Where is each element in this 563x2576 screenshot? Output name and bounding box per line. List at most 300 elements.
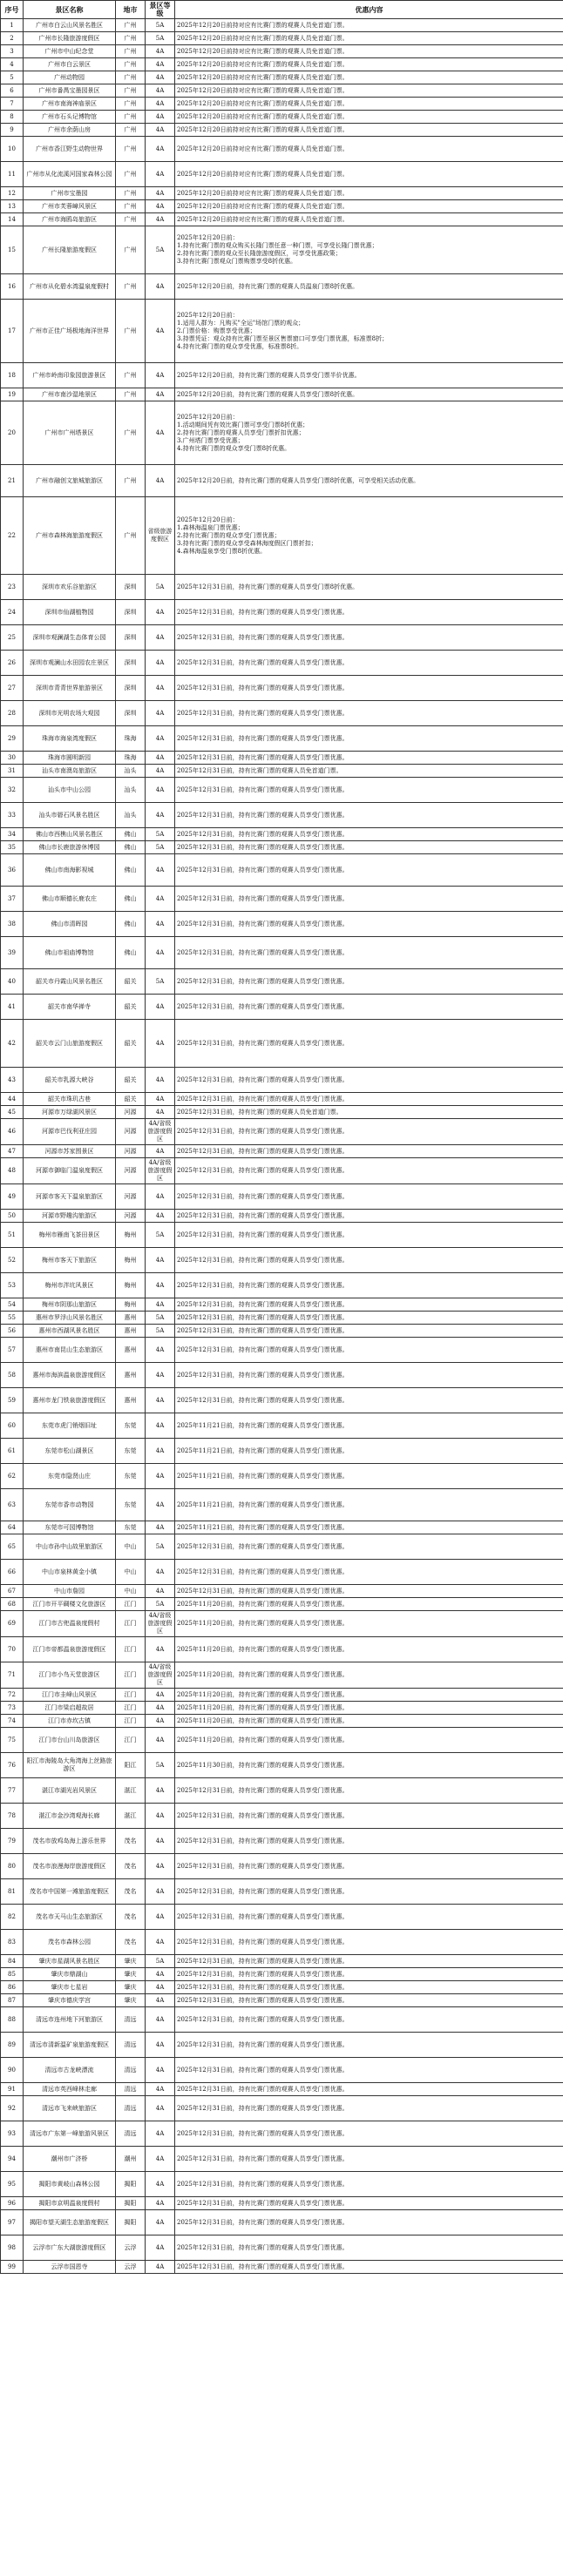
row-scenic-name: 肇庆市星湖风景名胜区 (24, 1955, 116, 1968)
row-index: 81 (1, 1879, 24, 1905)
row-level: 4A (146, 2083, 175, 2096)
row-scenic-name: 佛山市顺德长鹿农庄 (24, 887, 116, 912)
row-level: 4A (146, 1854, 175, 1879)
row-scenic-name: 东莞市隐贤山庄 (24, 1464, 116, 1489)
row-level: 4A (146, 676, 175, 701)
row-level: 4A (146, 2261, 175, 2274)
row-scenic-name: 佛山市南海影视城 (24, 854, 116, 887)
table-row (1, 1521, 563, 1534)
row-offer: 2025年12月20日前持对应有比赛门票的观赛人员免首道门票。 (175, 98, 563, 111)
row-scenic-name: 珠海市海泉湾度假区 (24, 726, 116, 752)
row-offer: 2025年12月20日前持对应有比赛门票的观赛人员免首道门票。 (175, 187, 563, 200)
row-city: 广州 (116, 84, 146, 98)
row-city: 广州 (116, 213, 146, 226)
row-city: 清远 (116, 2033, 146, 2058)
row-city: 湛江 (116, 1778, 146, 1804)
row-level: 5A (146, 32, 175, 45)
row-offer: 2025年12月20日前持对应有比赛门票的观赛人员免首道门票。 (175, 124, 563, 137)
table-row (1, 465, 563, 497)
row-city: 江门 (116, 1728, 146, 1753)
row-scenic-name: 广州市宝墨园 (24, 187, 116, 200)
row-level: 4A (146, 651, 175, 676)
row-index: 10 (1, 137, 24, 162)
table-row (1, 937, 563, 969)
row-offer: 2025年12月31日前，持有比赛门票的观赛人员享受门票优惠。 (175, 726, 563, 752)
table-row (1, 388, 563, 401)
row-offer: 2025年12月31日前，持有比赛门票的观赛人员享受门票优惠。 (175, 969, 563, 995)
row-level: 4A (146, 111, 175, 124)
row-scenic-name: 广州市正佳广场极地海洋世界 (24, 300, 116, 363)
row-scenic-name: 广州市广州塔景区 (24, 401, 116, 465)
row-offer: 2025年12月20日前持对应有比赛门票的观赛人员免首道门票。 (175, 71, 563, 84)
table-row (1, 854, 563, 887)
row-scenic-name: 江门市古兜温泉度假村 (24, 1611, 116, 1637)
table-row (1, 1689, 563, 1702)
row-level: 4A (146, 1210, 175, 1223)
row-index: 72 (1, 1689, 24, 1702)
row-index: 14 (1, 213, 24, 226)
row-offer: 2025年12月31日前，持有比赛门票的观赛人员享受门票优惠。 (175, 1020, 563, 1068)
table-row (1, 1158, 563, 1184)
row-level: 4A (146, 2096, 175, 2121)
row-offer: 2025年12月20日前，持有比赛门票的观赛人员享受门票8折优惠。 (175, 388, 563, 401)
row-scenic-name: 河源市万绿湖风景区 (24, 1106, 116, 1119)
row-index: 80 (1, 1854, 24, 1879)
header-name: 景区名称 (24, 1, 116, 19)
row-offer: 2025年12月31日前，持有比赛门票的观赛人员享受门票优惠。 (175, 1804, 563, 1829)
row-city: 河源 (116, 1210, 146, 1223)
row-index: 82 (1, 1905, 24, 1930)
row-index: 87 (1, 1994, 24, 2007)
row-level: 4A (146, 274, 175, 300)
row-index: 92 (1, 2096, 24, 2121)
row-scenic-name: 佛山市清晖园 (24, 912, 116, 937)
row-scenic-name: 中山市泉林黄金小镇 (24, 1560, 116, 1585)
table-header-row (1, 1, 563, 19)
row-scenic-name: 广州市融创文旅城旅游区 (24, 465, 116, 497)
row-level: 4A (146, 778, 175, 803)
row-level: 4A (146, 58, 175, 71)
row-scenic-name: 清远市清新温矿泉旅游度假区 (24, 2033, 116, 2058)
table-row (1, 1273, 563, 1298)
row-level: 4A (146, 1702, 175, 1715)
row-city: 江门 (116, 1637, 146, 1662)
row-offer: 2025年12月20日前持对应有比赛门票的观赛人员免首道门票。 (175, 58, 563, 71)
row-city: 肇庆 (116, 1955, 146, 1968)
row-offer: 2025年12月20日前，持有比赛门票的观赛人员享受门票8折优惠，可享受相关活动优惠。 (175, 465, 563, 497)
row-index: 96 (1, 2197, 24, 2210)
row-index: 39 (1, 937, 24, 969)
row-level: 4A (146, 2210, 175, 2235)
row-offer: 2025年12月31日前，持有比赛门票的观赛人员享受门票优惠。 (175, 752, 563, 765)
row-index: 16 (1, 274, 24, 300)
row-offer: 2025年12月31日前，持有比赛门票的观赛人员享受门票优惠。 (175, 2121, 563, 2147)
table-row (1, 19, 563, 32)
row-index: 34 (1, 828, 24, 841)
row-scenic-name: 佛山市长鹿旅游休博园 (24, 841, 116, 854)
header-city: 地市 (116, 1, 146, 19)
table-row (1, 124, 563, 137)
row-scenic-name: 茂名市中国第一滩旅游度假区 (24, 1879, 116, 1905)
row-city: 肇庆 (116, 1981, 146, 1994)
row-offer: 2025年12月31日前，持有比赛门票的观赛人员享受门票优惠。 (175, 676, 563, 701)
row-scenic-name: 江门市梁启超故居 (24, 1702, 116, 1715)
row-index: 74 (1, 1715, 24, 1728)
row-city: 河源 (116, 1145, 146, 1158)
row-city: 深圳 (116, 600, 146, 625)
row-index: 4 (1, 58, 24, 71)
row-offer: 2025年11月30日前，持有比赛门票的观赛人员享受门票优惠。 (175, 1753, 563, 1778)
row-city: 梅州 (116, 1248, 146, 1273)
row-level: 4A (146, 1968, 175, 1981)
row-offer: 2025年12月31日前，持有比赛门票的观赛人员享受门票优惠。 (175, 1363, 563, 1388)
row-city: 珠海 (116, 752, 146, 765)
row-offer: 2025年12月31日前，持有比赛门票的观赛人员享受门票优惠。 (175, 1093, 563, 1106)
row-level: 5A (146, 575, 175, 600)
table-row (1, 1093, 563, 1106)
row-offer: 2025年11月20日前，持有比赛门票的观赛人员享受门票优惠。 (175, 1637, 563, 1662)
table-row (1, 363, 563, 388)
row-city: 东莞 (116, 1464, 146, 1489)
row-level: 4A (146, 200, 175, 213)
row-offer: 2025年12月31日前，持有比赛门票的观赛人员享受门票优惠。 (175, 2147, 563, 2172)
row-index: 98 (1, 2235, 24, 2261)
row-index: 61 (1, 1439, 24, 1464)
row-level: 5A (146, 1955, 175, 1968)
row-level: 4A (146, 1804, 175, 1829)
table-row (1, 2210, 563, 2235)
table-row (1, 803, 563, 828)
row-offer: 2025年12月31日前，持有比赛门票的观赛人员享受门票优惠。 (175, 2033, 563, 2058)
row-city: 肇庆 (116, 1994, 146, 2007)
table-row (1, 2261, 563, 2274)
row-city: 揭阳 (116, 2210, 146, 2235)
row-offer: 2025年12月31日前，持有比赛门票的观赛人员享受门票优惠。 (175, 1273, 563, 1298)
row-scenic-name: 深圳市光明农场大观园 (24, 701, 116, 726)
row-index: 84 (1, 1955, 24, 1968)
row-level: 4A (146, 1930, 175, 1955)
row-index: 25 (1, 625, 24, 651)
table-row (1, 1662, 563, 1689)
row-city: 东莞 (116, 1489, 146, 1521)
row-index: 6 (1, 84, 24, 98)
row-city: 佛山 (116, 887, 146, 912)
table-row (1, 1145, 563, 1158)
row-level: 4A (146, 1879, 175, 1905)
row-city: 云浮 (116, 2235, 146, 2261)
row-index: 27 (1, 676, 24, 701)
row-scenic-name: 广州市海鸥岛旅游区 (24, 213, 116, 226)
row-level: 4A (146, 363, 175, 388)
row-city: 河源 (116, 1119, 146, 1145)
row-scenic-name: 广州市长隆旅游度假区 (24, 32, 116, 45)
row-level: 4A (146, 2007, 175, 2033)
row-offer: 2025年12月31日前，持有比赛门票的观赛人员享受门票8折优惠。 (175, 575, 563, 600)
row-index: 47 (1, 1145, 24, 1158)
row-offer: 2025年12月31日前，持有比赛门票的观赛人员享受门票优惠。 (175, 995, 563, 1020)
table-row (1, 1439, 563, 1464)
table-row (1, 1981, 563, 1994)
row-offer: 2025年12月31日前，持有比赛门票的观赛人员享受门票优惠。 (175, 854, 563, 887)
row-scenic-name: 韶关市珠玑古巷 (24, 1093, 116, 1106)
row-city: 茂名 (116, 1930, 146, 1955)
row-index: 53 (1, 1273, 24, 1298)
row-city: 云浮 (116, 2261, 146, 2274)
row-level: 4A/省级旅游度假区 (146, 1158, 175, 1184)
row-level: 4A (146, 937, 175, 969)
row-level: 5A (146, 1598, 175, 1611)
table-row (1, 1223, 563, 1248)
table-row (1, 84, 563, 98)
row-level: 4A (146, 1464, 175, 1489)
row-offer: 2025年12月31日前，持有比赛门票的观赛人员享受门票优惠。 (175, 2235, 563, 2261)
row-scenic-name: 茂名市浪漫海岸旅游度假区 (24, 1854, 116, 1879)
row-offer: 2025年12月31日前，持有比赛门票的观赛人员享受门票优惠。 (175, 841, 563, 854)
table-row (1, 2058, 563, 2083)
row-level: 4A (146, 600, 175, 625)
row-scenic-name: 广州市森林海旅游度假区 (24, 497, 116, 575)
row-city: 江门 (116, 1715, 146, 1728)
row-offer: 2025年12月31日前，持有比赛门票的观赛人员享受门票优惠。 (175, 1905, 563, 1930)
row-offer: 2025年12月31日前，持有比赛门票的观赛人员享受门票优惠。 (175, 1879, 563, 1905)
row-offer: 2025年12月20日前持对应有比赛门票的观赛人员免首道门票。 (175, 19, 563, 32)
row-scenic-name: 中山市孙中山故里旅游区 (24, 1534, 116, 1560)
row-index: 64 (1, 1521, 24, 1534)
row-offer: 2025年11月20日前，持有比赛门票的观赛人员享受门票优惠。 (175, 1715, 563, 1728)
row-index: 44 (1, 1093, 24, 1106)
row-city: 汕头 (116, 765, 146, 778)
row-index: 79 (1, 1829, 24, 1854)
row-level: 4A (146, 854, 175, 887)
row-city: 东莞 (116, 1521, 146, 1534)
table-row (1, 1560, 563, 1585)
row-scenic-name: 惠州市西湖风景名胜区 (24, 1325, 116, 1338)
row-index: 17 (1, 300, 24, 363)
row-offer: 2025年11月20日前，持有比赛门票的观赛人员享受门票优惠。 (175, 1689, 563, 1702)
row-index: 30 (1, 752, 24, 765)
row-index: 38 (1, 912, 24, 937)
table-row (1, 137, 563, 162)
row-index: 97 (1, 2210, 24, 2235)
row-offer: 2025年12月20日前持对应有比赛门票的观赛人员免首道门票。 (175, 200, 563, 213)
row-city: 汕头 (116, 778, 146, 803)
row-city: 佛山 (116, 937, 146, 969)
row-offer: 2025年12月31日前，持有比赛门票的观赛人员享受门票优惠。 (175, 912, 563, 937)
row-city: 广州 (116, 274, 146, 300)
table-row (1, 1715, 563, 1728)
row-city: 深圳 (116, 676, 146, 701)
row-index: 12 (1, 187, 24, 200)
row-city: 广州 (116, 388, 146, 401)
row-offer: 2025年12月31日前，持有比赛门票的观赛人员享受门票优惠。 (175, 1930, 563, 1955)
row-city: 广州 (116, 32, 146, 45)
table-row (1, 600, 563, 625)
row-index: 15 (1, 226, 24, 274)
row-index: 45 (1, 1106, 24, 1119)
row-index: 70 (1, 1637, 24, 1662)
table-row (1, 1184, 563, 1210)
row-index: 13 (1, 200, 24, 213)
row-level: 4A (146, 1093, 175, 1106)
row-level: 4A (146, 1689, 175, 1702)
row-scenic-name: 湛江市湖光岩风景区 (24, 1778, 116, 1804)
row-index: 99 (1, 2261, 24, 2274)
row-level: 4A/省级旅游度假区 (146, 1662, 175, 1689)
row-scenic-name: 梅州市雁南飞茶田景区 (24, 1223, 116, 1248)
table-row (1, 1778, 563, 1804)
row-offer: 2025年12月20日前持对应有比赛门票的观赛人员免首道门票。 (175, 162, 563, 187)
row-scenic-name: 肇庆市德庆学宫 (24, 1994, 116, 2007)
row-offer: 2025年12月20日前持对应有比赛门票的观赛人员免首道门票。 (175, 213, 563, 226)
row-offer: 2025年12月31日前，持有比赛门票的观赛人员享受门票优惠。 (175, 625, 563, 651)
row-offer: 2025年12月31日前，持有比赛门票的观赛人员享受门票优惠。 (175, 2096, 563, 2121)
row-scenic-name: 广州市余荫山房 (24, 124, 116, 137)
row-city: 清远 (116, 2083, 146, 2096)
row-index: 63 (1, 1489, 24, 1521)
row-level: 5A (146, 969, 175, 995)
row-offer: 2025年12月31日前，持有比赛门票的观赛人员享受门票优惠。 (175, 1298, 563, 1312)
table-row (1, 1388, 563, 1413)
row-scenic-name: 云浮市国恩寺 (24, 2261, 116, 2274)
row-index: 69 (1, 1611, 24, 1637)
row-level: 4A (146, 1715, 175, 1728)
row-offer: 2025年11月20日前，持有比赛门票的观赛人员享受门票优惠。 (175, 1598, 563, 1611)
row-level: 4A (146, 1020, 175, 1068)
row-scenic-name: 汕头市中山公园 (24, 778, 116, 803)
row-level: 5A (146, 841, 175, 854)
row-offer: 2025年12月31日前，持有比赛门票的观赛人员享受门票优惠。 (175, 1223, 563, 1248)
row-offer: 2025年12月20日前，持有比赛门票的观赛人员温泉门票8折优惠。 (175, 274, 563, 300)
row-index: 51 (1, 1223, 24, 1248)
row-city: 广州 (116, 98, 146, 111)
row-level: 4A (146, 803, 175, 828)
table-row (1, 32, 563, 45)
row-index: 58 (1, 1363, 24, 1388)
row-index: 26 (1, 651, 24, 676)
row-offer: 2025年11月20日前，持有比赛门票的观赛人员享受门票优惠。 (175, 1611, 563, 1637)
row-offer: 2025年12月31日前，持有比赛门票的观赛人员享受门票优惠。 (175, 937, 563, 969)
row-city: 惠州 (116, 1363, 146, 1388)
row-scenic-name: 梅州市泮坑风景区 (24, 1273, 116, 1298)
row-offer: 2025年12月31日前，持有比赛门票的观赛人员享受门票优惠。 (175, 2007, 563, 2033)
table-row (1, 1879, 563, 1905)
row-offer: 2025年12月20日前： 1.持有比赛门票的观众购买长隆门票任意一种门票，可享受长隆门票优惠； 2.持有比赛门票的观众至长隆旅游度假区，可享受优惠政策； 3.持有比赛门票观众门票购票享受8折优惠。 (175, 226, 563, 274)
row-offer: 2025年12月31日前，持有比赛门票的观赛人员享受门票优惠。 (175, 2058, 563, 2083)
table-row (1, 1413, 563, 1439)
table-row (1, 1598, 563, 1611)
row-offer: 2025年12月20日前： 1.适用人群为：凡购买"全运"场馆门票的观众； 2.门票价格：购票享受优惠； 3.持票凭证：观众持有比赛门票至景区售票窗口可享受门票优惠，标准票8折； 4.持有比赛门票的观众享受优惠，标准票8折。 (175, 300, 563, 363)
row-scenic-name: 江门市台山川岛旅游区 (24, 1728, 116, 1753)
row-scenic-name: 河源市苏家围景区 (24, 1145, 116, 1158)
row-city: 梅州 (116, 1273, 146, 1298)
row-city: 韶关 (116, 1093, 146, 1106)
row-index: 60 (1, 1413, 24, 1439)
row-scenic-name: 惠州市罗浮山风景名胜区 (24, 1312, 116, 1325)
table-row (1, 2096, 563, 2121)
table-row (1, 1020, 563, 1068)
row-scenic-name: 湛江市金沙湾观海长廊 (24, 1804, 116, 1829)
row-city: 惠州 (116, 1388, 146, 1413)
row-index: 88 (1, 2007, 24, 2033)
table-row (1, 1994, 563, 2007)
row-city: 清远 (116, 2058, 146, 2083)
row-index: 77 (1, 1778, 24, 1804)
row-level: 4A (146, 1413, 175, 1439)
row-scenic-name: 佛山市祖庙博物馆 (24, 937, 116, 969)
row-scenic-name: 东莞市香市动物园 (24, 1489, 116, 1521)
row-scenic-name: 惠州市南昆山生态旅游区 (24, 1338, 116, 1363)
table-row (1, 778, 563, 803)
row-offer: 2025年12月31日前，持有比赛门票的观赛人员享受门票优惠。 (175, 1955, 563, 1968)
row-city: 中山 (116, 1560, 146, 1585)
table-row (1, 726, 563, 752)
row-index: 22 (1, 497, 24, 575)
row-offer: 2025年12月31日前，持有比赛门票的观赛人员享受门票优惠。 (175, 803, 563, 828)
row-offer: 2025年11月21日前，持有比赛门票的观赛人员享受门票优惠。 (175, 1521, 563, 1534)
row-level: 4A (146, 1248, 175, 1273)
table-row (1, 1248, 563, 1273)
row-level: 4A (146, 1068, 175, 1093)
row-city: 广州 (116, 71, 146, 84)
row-scenic-name: 茂名市天马山生态旅游区 (24, 1905, 116, 1930)
row-index: 55 (1, 1312, 24, 1325)
row-level: 5A (146, 1223, 175, 1248)
row-offer: 2025年12月31日前，持有比赛门票的观赛人员免首道门票。 (175, 765, 563, 778)
row-index: 93 (1, 2121, 24, 2147)
row-index: 90 (1, 2058, 24, 2083)
row-scenic-name: 江门市赤坎古镇 (24, 1715, 116, 1728)
row-city: 河源 (116, 1184, 146, 1210)
table-row (1, 2197, 563, 2210)
row-level: 4A (146, 1637, 175, 1662)
row-index: 95 (1, 2172, 24, 2197)
row-scenic-name: 深圳市观澜山水田园农庄景区 (24, 651, 116, 676)
row-level: 4A (146, 1728, 175, 1753)
table-row (1, 676, 563, 701)
table-row (1, 1119, 563, 1145)
row-level: 4A (146, 1338, 175, 1363)
row-offer: 2025年11月20日前，持有比赛门票的观赛人员享受门票优惠。 (175, 1728, 563, 1753)
row-level: 5A (146, 19, 175, 32)
row-city: 珠海 (116, 726, 146, 752)
row-offer: 2025年12月31日前，持有比赛门票的观赛人员免首道门票。 (175, 1106, 563, 1119)
row-index: 23 (1, 575, 24, 600)
row-level: 4A (146, 2121, 175, 2147)
row-city: 潮州 (116, 2147, 146, 2172)
table-row (1, 2235, 563, 2261)
row-scenic-name: 茂名市放鸡岛海上游乐世界 (24, 1829, 116, 1854)
row-city: 广州 (116, 300, 146, 363)
row-level: 4A/省级旅游度假区 (146, 1119, 175, 1145)
row-index: 35 (1, 841, 24, 854)
row-city: 茂名 (116, 1879, 146, 1905)
row-scenic-name: 汕头市礐石风景名胜区 (24, 803, 116, 828)
table-row (1, 828, 563, 841)
row-scenic-name: 肇庆市七星岩 (24, 1981, 116, 1994)
row-offer: 2025年12月31日前，持有比赛门票的观赛人员享受门票优惠。 (175, 1210, 563, 1223)
row-scenic-name: 珠海市圆明新园 (24, 752, 116, 765)
row-index: 75 (1, 1728, 24, 1753)
row-scenic-name: 广州市南沙湿地景区 (24, 388, 116, 401)
row-index: 85 (1, 1968, 24, 1981)
table-row (1, 2147, 563, 2172)
header-offer: 优惠内容 (175, 1, 563, 19)
table-row (1, 912, 563, 937)
row-city: 梅州 (116, 1223, 146, 1248)
table-row (1, 1829, 563, 1854)
row-index: 42 (1, 1020, 24, 1068)
row-scenic-name: 广州市从化流溪河国家森林公园 (24, 162, 116, 187)
